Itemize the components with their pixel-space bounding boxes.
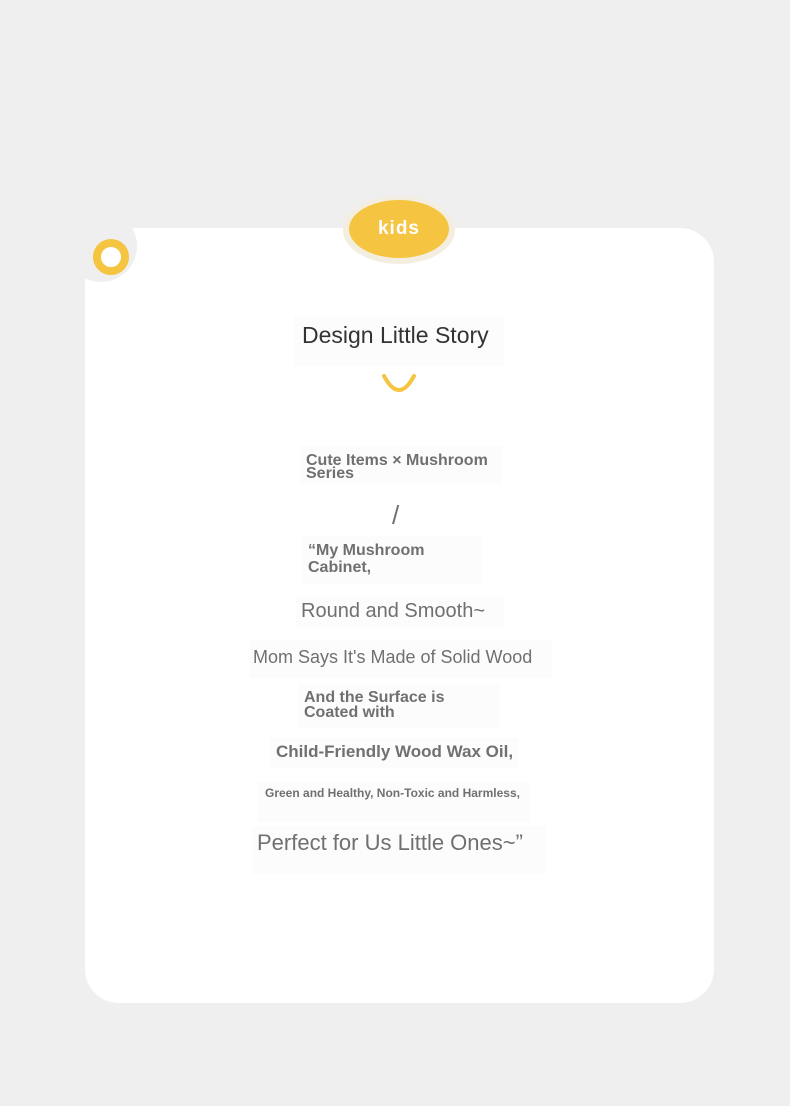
story-divider: / [392, 500, 400, 530]
story-line-4: Mom Says It's Made of Solid Wood [250, 640, 552, 678]
story-line-6: Child-Friendly Wood Wax Oil, [270, 738, 518, 768]
story-line-3: Round and Smooth~ [296, 596, 504, 628]
story-line-2: “My Mushroom Cabinet, [302, 536, 482, 584]
smile-icon [380, 368, 418, 396]
story-line-1: Cute Items × Mushroom Series [300, 446, 502, 484]
ring-icon [93, 239, 129, 275]
page-title: Design Little Story [294, 316, 504, 366]
story-line-7: Green and Healthy, Non-Toxic and Harmless, [258, 782, 530, 822]
kids-badge: kids [349, 200, 449, 258]
story-line-8: Perfect for Us Little Ones~” [252, 826, 546, 874]
story-line-5: And the Surface is Coated with [298, 684, 500, 728]
